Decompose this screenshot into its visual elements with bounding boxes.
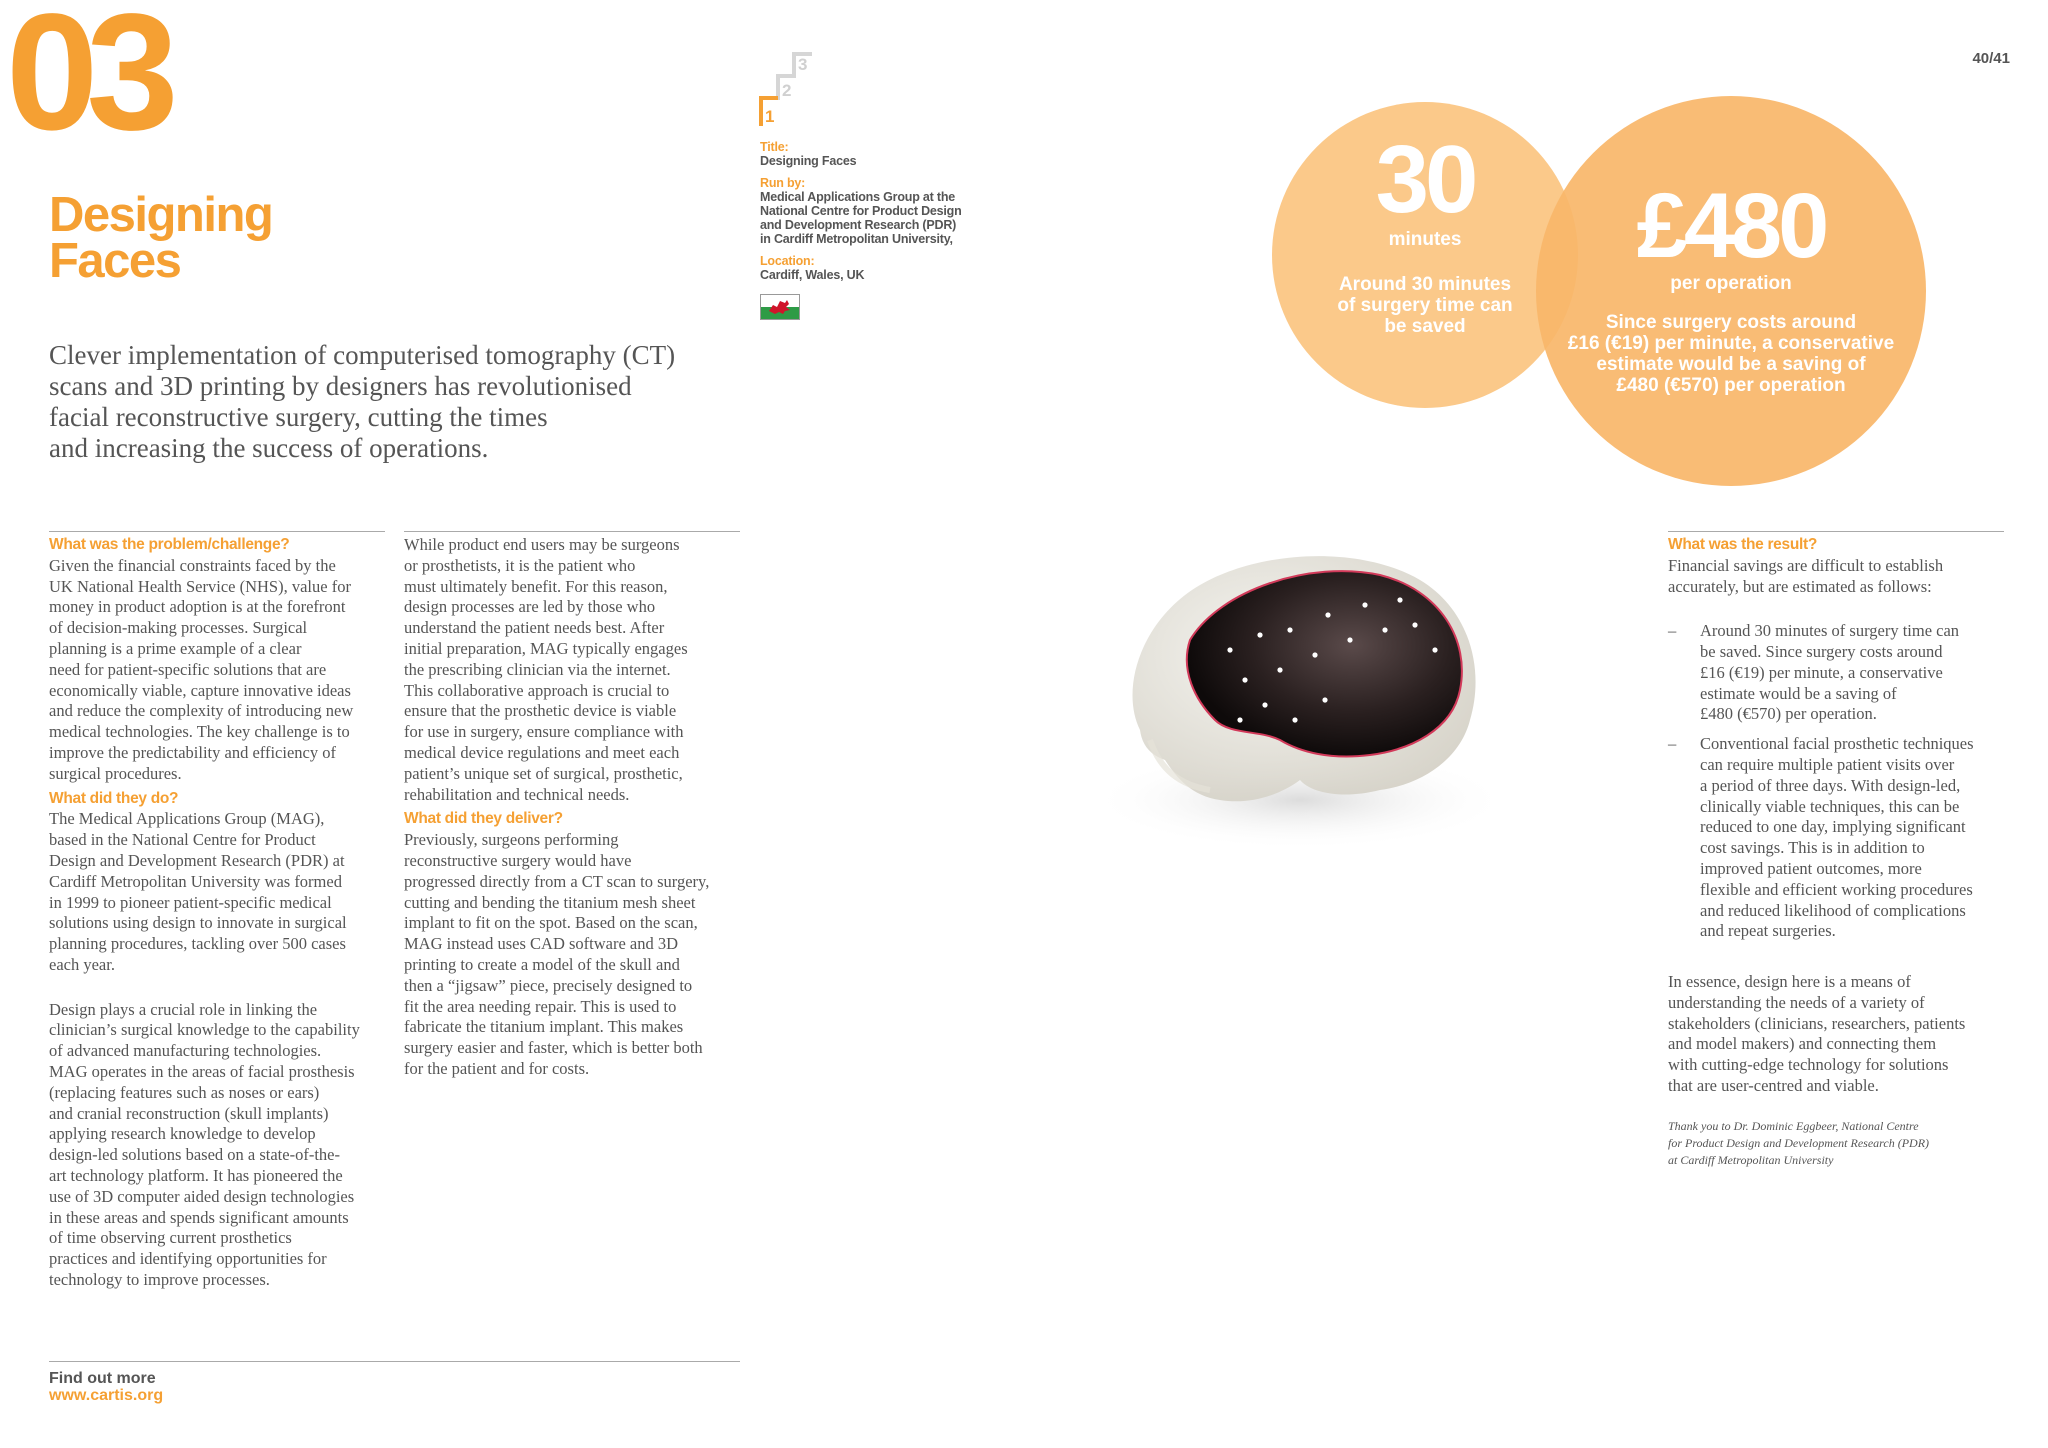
step-2: 2 bbox=[782, 81, 792, 100]
find-out-more bbox=[49, 1370, 163, 1404]
text-line: cutting and bending the titanium mesh sheet bbox=[404, 892, 696, 912]
savings-unit: per operation bbox=[1670, 273, 1792, 294]
text-line: and repeat surgeries. bbox=[1700, 921, 1836, 941]
meta-title-value: Designing Faces bbox=[760, 154, 857, 168]
text-line: ensure that the prosthetic device is viable bbox=[404, 701, 677, 721]
column-2-rule bbox=[404, 531, 740, 532]
intro-line: Clever implementation of computerised tomography (CT) bbox=[49, 340, 676, 370]
text-line: of advanced manufacturing technologies. bbox=[49, 1041, 322, 1061]
text-line: economically viable, capture innovative ideas bbox=[49, 680, 351, 700]
text-line: art technology platform. It has pioneered the bbox=[49, 1165, 343, 1185]
meta-run-by-line: National Centre for Product Design bbox=[760, 204, 962, 218]
text-line: Design and Development Research (PDR) at bbox=[49, 850, 345, 870]
text-line: reconstructive surgery would have bbox=[404, 850, 632, 870]
skull-model-image bbox=[1080, 530, 1520, 860]
bullet-item bbox=[1668, 621, 2013, 725]
users-text bbox=[404, 535, 749, 805]
text-line: money in product adoption is at the forefront bbox=[49, 597, 346, 617]
text-line: of time observing current prosthetics bbox=[49, 1228, 292, 1248]
text-line: and reduced likelihood of complications bbox=[1700, 900, 1966, 920]
text-line: printing to create a model of the skull and bbox=[404, 954, 680, 974]
text-line: and model makers) and connecting them bbox=[1668, 1034, 1937, 1054]
page-title-line-1: Designing bbox=[49, 188, 273, 242]
text-line: cost savings. This is in addition to bbox=[1700, 838, 1925, 858]
text-line: clinically viable techniques, this can be bbox=[1700, 796, 1960, 816]
minutes-desc-line: be saved bbox=[1384, 316, 1466, 337]
deliver-text bbox=[404, 830, 749, 1080]
meta-title-label: Title: bbox=[760, 140, 789, 154]
text-line: MAG operates in the areas of facial prosthesis bbox=[49, 1061, 355, 1081]
page-number: 40/41 bbox=[1972, 50, 2010, 67]
did-text bbox=[49, 809, 389, 975]
text-line: solutions using design to innovate in surgical bbox=[49, 913, 347, 933]
problem-text bbox=[49, 556, 389, 785]
staircase-icon bbox=[758, 48, 828, 128]
text-line: £16 (€19) per minute, a conservative bbox=[1700, 662, 1943, 682]
text-line: stakeholders (clinicians, researchers, patients bbox=[1668, 1013, 1966, 1033]
savings-desc-line: estimate would be a saving of bbox=[1596, 354, 1866, 375]
did-heading: What did they do? bbox=[49, 789, 179, 807]
credit-note bbox=[1668, 1118, 2013, 1169]
intro-line: scans and 3D printing by designers has revolutionised bbox=[49, 371, 632, 401]
text-line: flexible and efficient working procedures bbox=[1700, 879, 1973, 899]
text-line: for Product Design and Development Research (PDR) bbox=[1668, 1135, 1930, 1150]
text-line: then a “jigsaw” piece, precisely designed to bbox=[404, 975, 693, 995]
text-line: a period of three days. With design-led, bbox=[1700, 775, 1961, 795]
savings-value: £480 bbox=[1636, 175, 1826, 277]
meta-location-value: Cardiff, Wales, UK bbox=[760, 268, 865, 282]
text-line: understand the patient needs best. After bbox=[404, 618, 665, 638]
text-line: initial preparation, MAG typically engages bbox=[404, 638, 688, 658]
text-line: While product end users may be surgeons bbox=[404, 535, 680, 554]
text-line: practices and identifying opportunities for bbox=[49, 1249, 327, 1269]
text-line: in 1999 to pioneer patient-specific medical bbox=[49, 892, 332, 912]
text-line: and reduce the complexity of introducing new bbox=[49, 701, 354, 721]
section-number: 03 bbox=[6, 0, 167, 165]
text-line: reduced to one day, implying significant bbox=[1700, 817, 1966, 837]
page-title bbox=[49, 188, 273, 288]
find-more-label: Find out more bbox=[49, 1370, 156, 1387]
text-line: fit the area needing repair. This is used to bbox=[404, 996, 677, 1016]
bullet-dash: – bbox=[1668, 621, 1677, 641]
website-link[interactable]: www.cartis.org bbox=[49, 1387, 164, 1404]
text-line: The Medical Applications Group (MAG), bbox=[49, 809, 325, 829]
text-line: Conventional facial prosthetic techniques bbox=[1700, 734, 1974, 754]
text-line: Financial savings are difficult to establish bbox=[1668, 555, 1944, 575]
meta-run-by-value bbox=[760, 190, 962, 246]
text-line: estimate would be a saving of bbox=[1700, 683, 1897, 703]
intro-line: facial reconstructive surgery, cutting the times bbox=[49, 402, 548, 432]
text-line: design processes are led by those who bbox=[404, 597, 656, 617]
text-line: Around 30 minutes of surgery time can bbox=[1700, 621, 1960, 641]
result-bullets bbox=[1668, 621, 2013, 942]
column-3 bbox=[1668, 535, 2013, 1169]
problem-heading: What was the problem/challenge? bbox=[49, 536, 290, 553]
bullet-item bbox=[1668, 734, 2013, 942]
intro-line: and increasing the success of operations. bbox=[49, 433, 489, 463]
text-line: based in the National Centre for Product bbox=[49, 830, 316, 850]
text-line: In essence, design here is a means of bbox=[1668, 971, 1911, 991]
column-1-rule bbox=[49, 531, 385, 532]
intro-paragraph bbox=[49, 340, 749, 464]
text-line: can require multiple patient visits over bbox=[1700, 754, 1955, 774]
text-line: be saved. Since surgery costs around bbox=[1700, 641, 1943, 661]
text-line: need for patient-specific solutions that are bbox=[49, 659, 327, 679]
column-2 bbox=[404, 535, 749, 1080]
text-line: understanding the needs of a variety of bbox=[1668, 992, 1925, 1012]
text-line: improve the predictability and efficiency of bbox=[49, 742, 336, 762]
text-line: of decision-making processes. Surgical bbox=[49, 618, 308, 638]
text-line: with cutting-edge technology for solutions bbox=[1668, 1055, 1949, 1075]
result-text bbox=[1668, 556, 2013, 598]
result-heading: What was the result? bbox=[1668, 536, 1818, 553]
text-line: at Cardiff Metropolitan University bbox=[1668, 1152, 1834, 1167]
text-line: clinician’s surgical knowledge to the capability bbox=[49, 1020, 360, 1040]
meta-run-by-label: Run by: bbox=[760, 176, 806, 190]
text-line: Design plays a crucial role in linking the bbox=[49, 999, 318, 1019]
text-line: implant to fit on the spot. Based on the scan, bbox=[404, 913, 698, 933]
savings-desc bbox=[1536, 312, 1926, 396]
meta-run-by-line: and Development Research (PDR) bbox=[760, 218, 957, 232]
text-line: for use in surgery, ensure compliance with bbox=[404, 722, 684, 742]
text-line: each year. bbox=[49, 954, 115, 974]
text-line: Thank you to Dr. Dominic Eggbeer, National Centre bbox=[1668, 1118, 1919, 1133]
footer-rule bbox=[49, 1361, 740, 1362]
steps-icon bbox=[758, 48, 828, 128]
text-line: Previously, surgeons performing bbox=[404, 830, 619, 850]
savings-desc-line: £480 (€570) per operation bbox=[1616, 375, 1846, 396]
text-line: for the patient and for costs. bbox=[404, 1058, 590, 1078]
text-line: or prosthetists, it is the patient who bbox=[404, 555, 636, 575]
text-line: in these areas and spends significant amounts bbox=[49, 1207, 349, 1227]
text-line: fabricate the titanium implant. This makes bbox=[404, 1017, 684, 1037]
savings-desc-line: £16 (€19) per minute, a conservative bbox=[1567, 333, 1895, 354]
minutes-desc-line: Around 30 minutes bbox=[1338, 274, 1512, 295]
page-title-line-2: Faces bbox=[49, 234, 181, 288]
minutes-unit: minutes bbox=[1388, 229, 1462, 250]
savings-desc-line: Since surgery costs around bbox=[1605, 312, 1857, 333]
minutes-desc bbox=[1272, 274, 1578, 337]
minutes-desc-line: of surgery time can bbox=[1337, 295, 1513, 316]
deliver-heading: What did they deliver? bbox=[404, 810, 563, 828]
savings-stat bbox=[1536, 175, 1926, 396]
step-3: 3 bbox=[798, 55, 808, 74]
text-line: that are user-centred and viable. bbox=[1668, 1075, 1879, 1095]
design-text bbox=[49, 1000, 389, 1291]
wales-flag-icon bbox=[760, 294, 800, 320]
text-line: (replacing features such as noses or ears) bbox=[49, 1082, 320, 1102]
column-3-rule bbox=[1668, 531, 2004, 532]
text-line: medical device regulations and meet each bbox=[404, 742, 680, 762]
text-line: planning is a prime example of a clear bbox=[49, 638, 302, 658]
text-line: £480 (€570) per operation. bbox=[1700, 704, 1877, 724]
text-line: use of 3D computer aided design technologies bbox=[49, 1186, 355, 1206]
text-line: accurately, but are estimated as follows: bbox=[1668, 576, 1932, 596]
essence-text bbox=[1668, 972, 2013, 1097]
step-1: 1 bbox=[765, 107, 775, 126]
text-line: the prescribing clinician via the internet. bbox=[404, 659, 671, 679]
text-line: MAG instead uses CAD software and 3D bbox=[404, 934, 679, 954]
minutes-stat bbox=[1272, 126, 1578, 337]
text-line: UK National Health Service (NHS), value for bbox=[49, 576, 351, 596]
text-line: Cardiff Metropolitan University was formed bbox=[49, 871, 342, 891]
text-line: progressed directly from a CT scan to surgery, bbox=[404, 871, 710, 891]
minutes-value: 30 bbox=[1375, 126, 1475, 233]
text-line: This collaborative approach is crucial to bbox=[404, 680, 670, 700]
meta-run-by-line: in Cardiff Metropolitan University, bbox=[760, 232, 953, 246]
text-line: planning procedures, tackling over 500 cases bbox=[49, 934, 346, 954]
text-line: technology to improve processes. bbox=[49, 1269, 270, 1289]
meta-run-by-line: Medical Applications Group at the bbox=[760, 190, 956, 204]
text-line: surgical procedures. bbox=[49, 763, 182, 783]
project-meta bbox=[760, 140, 962, 320]
text-line: rehabilitation and technical needs. bbox=[404, 784, 630, 804]
column-1 bbox=[49, 535, 389, 1291]
meta-location-label: Location: bbox=[760, 254, 815, 268]
text-line: medical technologies. The key challenge is to bbox=[49, 722, 350, 742]
text-line: Given the financial constraints faced by the bbox=[49, 555, 336, 575]
text-line: applying research knowledge to develop bbox=[49, 1124, 316, 1144]
text-line: must ultimately benefit. For this reason, bbox=[404, 576, 668, 596]
text-line: improved patient outcomes, more bbox=[1700, 858, 1922, 878]
text-line: design-led solutions based on a state-of-the- bbox=[49, 1145, 340, 1165]
text-line: surgery easier and faster, which is better both bbox=[404, 1038, 703, 1058]
text-line: patient’s unique set of surgical, prosthetic, bbox=[404, 763, 683, 783]
text-line: and cranial reconstruction (skull implants) bbox=[49, 1103, 329, 1123]
bullet-dash: – bbox=[1668, 734, 1677, 754]
